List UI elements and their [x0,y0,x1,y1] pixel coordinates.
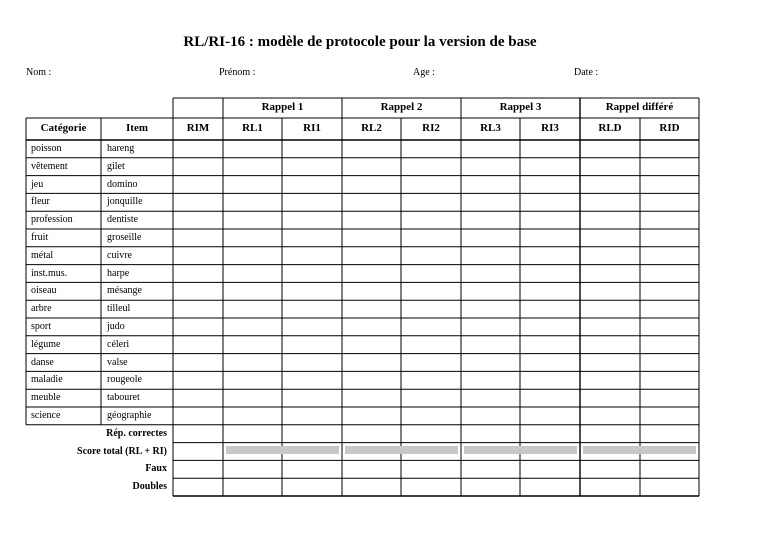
category-cell: profession [31,214,73,226]
item-cell: céleri [107,338,130,350]
item-cell: harpe [107,267,130,279]
column-header: RI2 [422,122,440,134]
item-cell: groseille [107,232,142,243]
column-header: Item [126,122,148,134]
footer-row-label: Faux [145,463,167,475]
category-cell: meuble [31,392,61,404]
category-cell: oiseau [31,285,57,297]
footer-row-label: Score total (RL + RI) [77,445,167,457]
category-cell: vêtement [31,160,68,172]
item-cell: mésange [107,285,142,297]
item-cell: valse [107,356,128,368]
item-cell: tabouret [107,392,140,404]
score-shaded-band [464,446,577,454]
score-shaded-band [583,446,696,454]
category-cell: fleur [31,196,50,208]
category-cell: légume [31,338,61,350]
column-header: RLD [598,122,622,134]
column-header: RL2 [361,122,382,134]
column-header: RID [659,122,680,134]
score-shaded-band [226,446,339,454]
item-cell: judo [107,321,125,332]
group-header: Rappel différé [605,101,674,113]
category-cell: danse [31,356,54,368]
column-header: RI3 [541,122,559,134]
category-cell: jeu [31,178,44,190]
item-cell: hareng [107,143,135,154]
item-cell: dentiste [107,214,139,226]
column-header: RIM [186,122,210,134]
group-header: Rappel 2 [380,101,423,113]
item-cell: cuivre [107,249,132,261]
category-cell: fruit [31,232,49,243]
date-label: Date : [574,67,599,78]
category-cell: inst.mus. [31,267,68,279]
item-cell: tilleul [107,303,131,315]
category-cell: sport [31,321,51,332]
column-header: Catégorie [40,122,87,134]
category-cell: science [31,410,61,421]
item-cell: domino [107,178,138,190]
category-cell: poisson [31,143,62,154]
group-header: Rappel 1 [261,101,304,113]
nom-label: Nom : [26,67,52,78]
category-cell: arbre [31,303,52,315]
item-cell: géographie [107,410,152,421]
score-shaded-band [345,446,458,454]
footer-row-label: Doubles [132,481,167,493]
group-header: Rappel 3 [499,101,542,113]
item-cell: jonquille [107,196,143,208]
category-cell: maladie [31,374,63,386]
category-cell: métal [31,249,54,261]
document-title: RL/RI-16 : modèle de protocole pour la version de base [183,34,537,50]
prenom-label: Prénom : [219,67,256,78]
column-header: RI1 [303,122,321,134]
age-label: Age : [413,67,435,78]
item-cell: gilet [107,160,125,172]
footer-row-label: Rép. correctes [106,427,167,439]
column-header: RL3 [480,122,501,134]
item-cell: rougeole [107,374,142,386]
column-header: RL1 [242,122,263,134]
